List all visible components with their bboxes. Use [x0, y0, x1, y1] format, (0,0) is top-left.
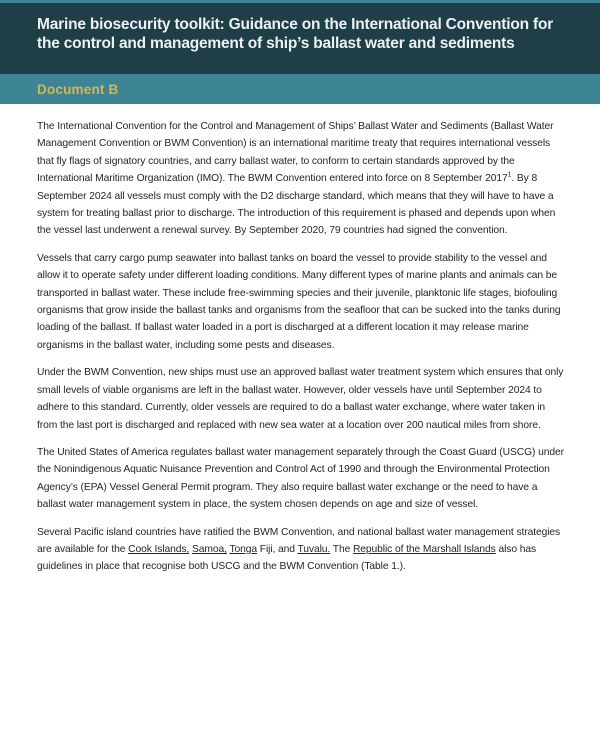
marshall-islands-link[interactable]: Republic of the Marshall Islands [352, 543, 496, 555]
paragraph-usa-regulation: The United States of America regulates ballast water management separately through the Coast Guard (USCG) under the Nonindigenous Aquatic Nuisance Prevention and Control Act of 1990 and through the Environmental Protection Agency’s (EPA) Vessel General Permit program. They also require ballast water exchange or the need to have a ballast water management system in place, the system chosen depends on age and size of vessel. [37, 446, 564, 511]
document-subheader-band [0, 74, 600, 104]
paragraph-ballast-tanks: Vessels that carry cargo pump seawater into ballast tanks on board the vessel to provide stability to the vessel and allow it to operate safety under different loading conditions. Many different types of marine plants and animals can be transported in ballast water. These include free-swimming species and their juvenile, planktonic life stages, biofouling organisms that grow inside the ballast tanks and organisms from the seafloor that can be sucked into the tanks during loading of the ballast. If ballast water loaded in a port is discharged at a different location it may release marine organisms in the ballast water, including some pests and diseases. [37, 252, 561, 351]
paragraph-text: Fiji, and [257, 543, 298, 555]
paragraph-text: also has guidelines in place that recognise both USCG and the BWM Convention (Table 1.). [37, 543, 537, 573]
paragraph-treatment-systems: Under the BWM Convention, new ships must use an approved ballast water treatment system which ensures that only small levels of viable organisms are left in the ballast water. However, older vessels have until September 2024 to adhere to this standard. Currently, older vessels are required to do a ballast water exchange, where water taken in from the last port is discharged and replaced with new sea water at a location over 200 nautical miles from shore. [37, 367, 564, 431]
paragraph-intro-convention [37, 118, 565, 240]
paragraph-text: The International Convention for the Control and Management of Ships’ Ballast Water and Sediments (Ballast Water Management Convention or BWM Convention) is an international maritime treaty that requires international vessels that fly flags of signatory countries, and carry ballast water, to conform to certain standards approved by the International Maritime Organization (IMO). The BWM Convention entered into force on 8 September 2017 [37, 121, 554, 185]
tonga-link[interactable]: Tonga [229, 543, 257, 555]
document-body [0, 104, 600, 576]
footnote-marker: 1 [507, 171, 512, 179]
paragraph-text: Several Pacific island countries have ratified the BWM Convention, and national ballast water management strategies are available for the [37, 526, 561, 555]
samoa-link[interactable]: Samoa, [191, 543, 227, 555]
document-header [0, 3, 600, 74]
page-title: Marine biosecurity toolkit: Guidance on the International Convention for the control and management of ship’s ballast water and sediments [37, 16, 554, 52]
tuvalu-link[interactable]: Tuvalu. [297, 543, 331, 555]
paragraph-pacific-countries [37, 524, 565, 576]
paragraph-text: . By 8 September 2024 all vessels must comply with the D2 discharge standard, which means that they will have to have a system for treating ballast prior to discharge. The introduction of this requirement is phased and depends upon when the vessel last underwent a renewal survey. By September 2020, 79 countries had signed the convention. [37, 173, 556, 237]
paragraph-text: The [330, 543, 353, 555]
document-label: Document B [37, 81, 119, 97]
cook-islands-link[interactable]: Cook Islands, [128, 543, 190, 555]
